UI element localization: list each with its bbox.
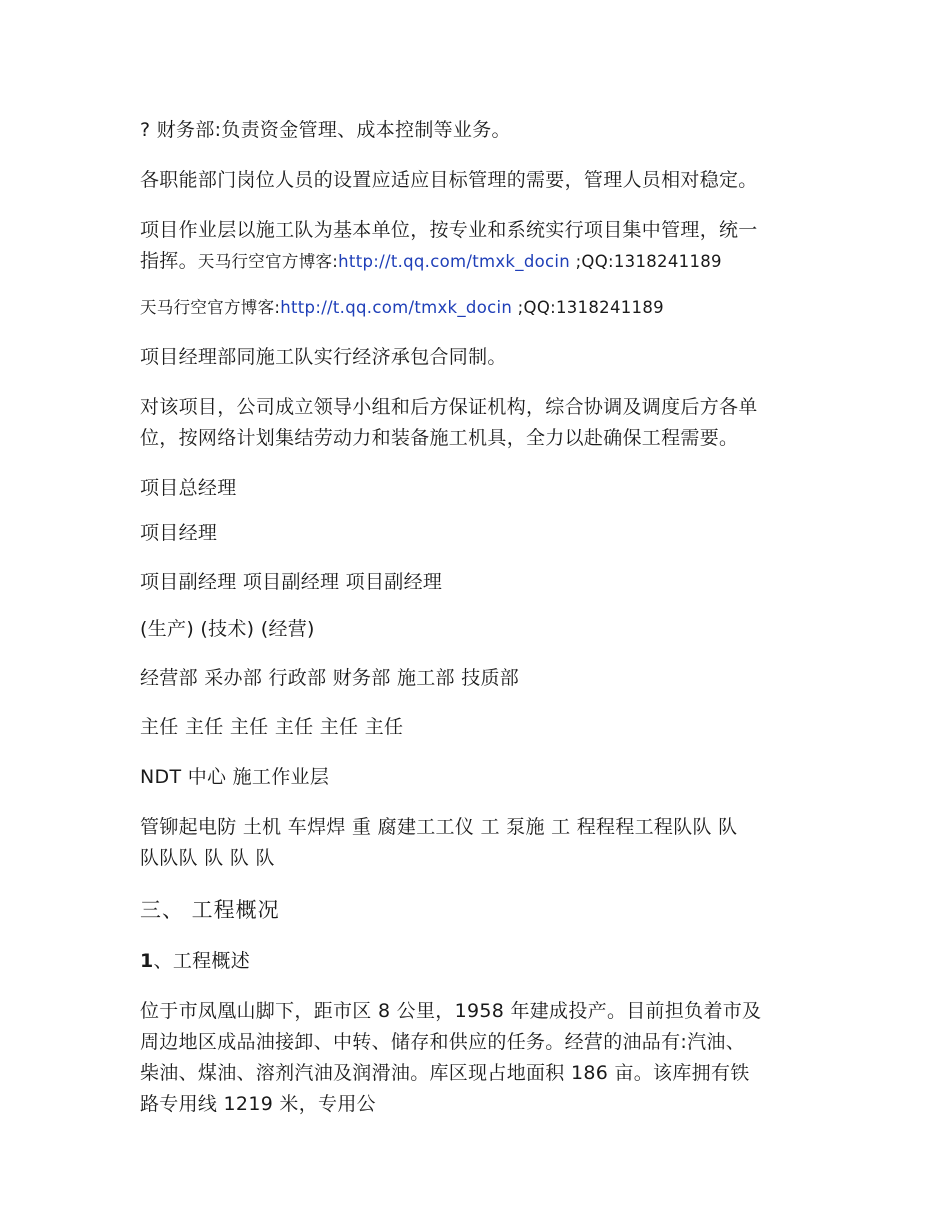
qq-number: ;QQ:1318241189 [570,252,722,271]
org-ndt-center: NDT 中心 施工作业层 [140,766,330,788]
blog-link[interactable]: http://t.qq.com/tmxk_docin [338,252,571,271]
subsection-heading [140,946,820,976]
qq-number: ;QQ:1318241189 [512,298,664,317]
paragraph-leadership-line1: 对该项目，公司成立领导小组和后方保证机构，综合协调及调度后方各单 [140,396,758,418]
paragraph-leadership-line2: 位，按网络计划集结劳动力和装备施工机具，全力以赴确保工程需要。 [140,427,739,449]
blog-label: 天马行空官方博客: [197,252,339,271]
paragraph-work-layer-line2 [140,246,820,277]
subsection-title: 、工程概述 [153,950,251,972]
org-departments: 经营部 采办部 行政部 财务部 施工部 技质部 [140,667,520,689]
command-text: 指挥。 [140,250,198,272]
blog-line [140,293,820,323]
paragraph-staffing: 各职能部门岗位人员的设置应适应目标管理的需要，管理人员相对稳定。 [140,169,758,191]
overview-line3: 柴油、煤油、溶剂汽油及润滑油。库区现占地面积 186 亩。该库拥有铁 [140,1062,750,1084]
overview-line4: 路专用线 1219 米，专用公 [140,1093,376,1115]
blog-link[interactable]: http://t.qq.com/tmxk_docin [280,298,513,317]
paragraph-contract: 项目经理部同施工队实行经济承包合同制。 [140,346,507,368]
org-directors: 主任 主任 主任 主任 主任 主任 [140,716,404,738]
overview-line1: 位于市凤凰山脚下，距市区 8 公里，1958 年建成投产。目前担负着市及 [140,1000,762,1022]
org-teams-line1: 管铆起电防 土机 车焊焊 重 腐建工工仪 工 泵施 工 程程程工程队队 队 [140,816,738,838]
overview-line2: 周边地区成品油接卸、中转、储存和供应的任务。经营的油品有:汽油、 [140,1031,746,1053]
blog-label: 天马行空官方博客: [140,298,281,317]
org-project-manager: 项目经理 [140,522,218,544]
paragraph-finance-dept: ? 财务部:负责资金管理、成本控制等业务。 [140,119,511,141]
org-deputy-managers: 项目副经理 项目副经理 项目副经理 [140,571,443,593]
paragraph-work-layer-line1: 项目作业层以施工队为基本单位，按专业和系统实行项目集中管理，统一 [140,219,758,241]
section-heading: 三、 工程概况 [140,898,280,922]
org-general-manager: 项目总经理 [140,477,237,499]
org-deputy-roles: (生产) (技术) (经营) [140,618,315,640]
subsection-number: 1 [140,950,154,972]
org-teams-line2: 队队队 队 队 队 [140,847,275,869]
